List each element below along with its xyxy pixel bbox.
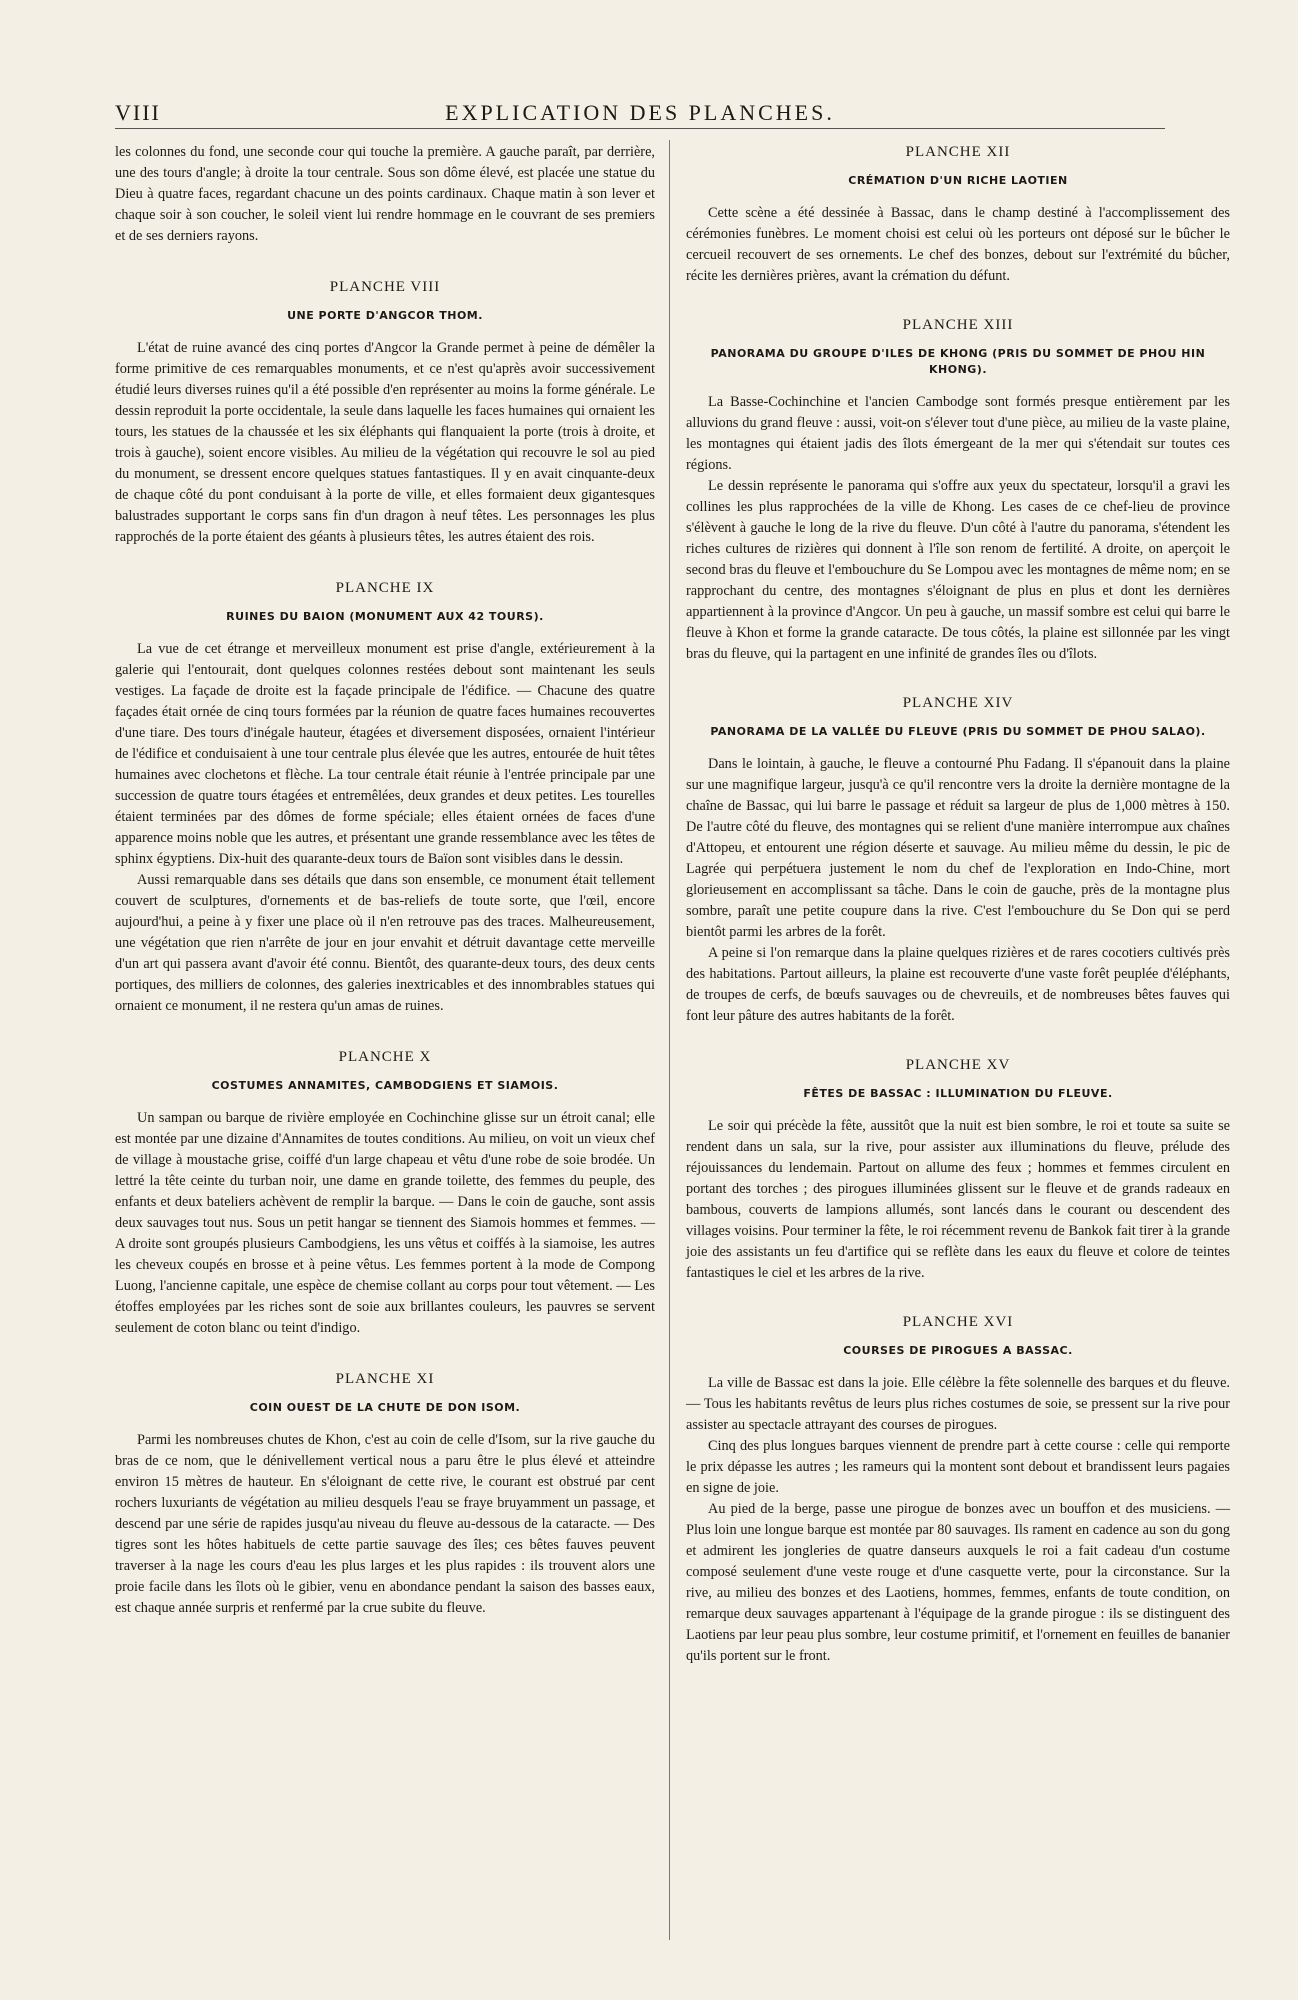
planche-xiii-text-2: Le dessin représente le panorama qui s'offre aux yeux du spectateur, lorsqu'il a gravi les collines les plus rapprochées de la ville de Khong. Les cases de ce chef-lieu de province s'élèvent à gauche le long de la rive du fleuve. D'un côté à l'autre du panorama, s'étendent les riches cultures de rizières qui donnent à l'île son renom de fertilité. A droite, on aperçoit le second bras du fleuve et l'embouchure du Se Lompou avec les montagnes de même nom; en se rapprochant du centre, des montagnes s'éloignant de plus en plus et dont les dernières appartiennent à la province d'Angcor. Un peu à gauche, un massif sombre est celui qui barre le fleuve à Khon et forme la grande cataracte. De tous côtés, la plaine est sillonnée par les vingt bras du fleuve, qui la partagent en une infinité de grandes îles ou d'îlots.	[686, 478, 1230, 662]
planche-xiii-subtitle: PANORAMA DU GROUPE D'ILES DE KHONG (PRIS DU SOMMET DE PHOU HIN KHONG).	[710, 347, 1206, 376]
planche-xvi-title: PLANCHE XVI	[902, 1314, 1014, 1330]
page-title: EXPLICATION DES PLANCHES.	[445, 100, 835, 125]
planche-xiv-subtitle: PANORAMA DE LA VALLÉE DU FLEUVE (PRIS DU SOMMET DE PHOU SALAO).	[710, 725, 1206, 738]
planche-x-title: PLANCHE X	[338, 1049, 432, 1065]
planche-xvi-subtitle: COURSES DE PIROGUES A BASSAC.	[843, 1344, 1073, 1357]
intro-paragraph: les colonnes du fond, une seconde cour qui touche la première. A gauche paraît, par derrière, une des tours d'angle; à droite la tour centrale. Sous son dôme élevé, est placée une statue du Dieu à quatre faces, regardant chacune un des points cardinaux. Chaque matin à son lever et chaque soir à son coucher, le soleil vient lui rendre hommage en le couvrant de ses premiers et de ses derniers rayons.	[115, 144, 655, 244]
planche-viii-text: L'état de ruine avancé des cinq portes d'Angcor la Grande permet à peine de démêler la forme primitive de ces remarquables monuments, et ce n'est qu'après avoir successivement étudié leurs diverses ruines qu'il a été possible d'en représenter au moins la forme générale. Le dessin reproduit la porte occidentale, la seule dans laquelle les faces humaines qui ornaient les tours, les statues de la chaussée et les six éléphants qui flanquaient la porte (trois à droite, et trois à gauche), soient encore visibles. Au milieu de la végétation qui recouvre le sol au pied du monument, se dressent encore quelques statues fantastiques. Il y en avait cinquante-deux de chaque côté du pont conduisant à la porte de ville, et elles formaient deux gigantesques balustrades supportant le corps sans fin d'un dragon à neuf têtes. Les personnages les plus rapprochés de la porte étaient des géants à plusieurs têtes, les autres étaient des rois.	[115, 340, 655, 545]
right-column	[686, 142, 1230, 1667]
page-number: VIII	[115, 100, 161, 125]
planche-xi-title: PLANCHE XI	[335, 1371, 435, 1387]
planche-xvi-text-3: Au pied de la berge, passe une pirogue de bonzes avec un bouffon et des musiciens. — Plus loin une longue barque est montée par 80 sauvages. Ils rament en cadence au son du gong et admirent les jongleries de quatre danseurs auxquels le roi a fait cadeau d'un costume composé seulement d'une veste rouge et d'une casquette verte, pour la circonstance. Sur la rive, au milieu des bonzes et des Laotiens, hommes, femmes, enfants de toute condition, on remarque deux sauvages appartenant à l'équipage de la grande pirogue : ils se distinguent des Laotiens par leur peau plus sombre, leur costume primitif, et l'ornement en feuilles de bananier qu'ils portent sur le front.	[686, 1501, 1230, 1664]
planche-viii-title: PLANCHE VIII	[329, 279, 441, 295]
planche-ix-text-2: Aussi remarquable dans ses détails que dans son ensemble, ce monument était tellement couvert de sculptures, d'ornements et de bas-reliefs de toute sorte, que l'œil, encore aujourd'hui, a peine à y fixer une place où il n'en retrouve pas des traces. Malheureusement, une végétation que rien n'arrête de jour en jour envahit et détruit davantage cette merveille d'un art qui passera avant d'avoir été connu. Bientôt, des quarante-deux tours, des deux cents portiques, des milliers de colonnes, des galeries inextricables et des innombrables statues qui ornaient ce monument, il ne restera qu'un amas de ruines.	[115, 872, 655, 1014]
planche-xiii-text-1: La Basse-Cochinchine et l'ancien Cambodge sont formés presque entièrement par les alluvions du grand fleuve : aussi, voit-on s'élever tout d'une pièce, au milieu de la vaste plaine, les montagnes qui étaient jadis des îlots émergeant de la mer qui s'étendait sur toutes ces régions.	[686, 394, 1230, 473]
planche-xvi-text-2: Cinq des plus longues barques viennent de prendre part à cette course : celle qui remporte le prix dépasse les autres ; les rameurs qui la montent sont debout et brandissent leurs pagaies en signe de joie.	[686, 1438, 1230, 1496]
planche-ix-text-1: La vue de cet étrange et merveilleux monument est prise d'angle, extérieurement à la galerie qui l'entourait, dont quelques colonnes restées debout sont maintenant les seuls vestiges. La façade de droite est la façade principale de l'édifice. — Chacune des quatre façades était ornée de cinq tours formées par la réunion de quatre faces humaines recouvertes d'une tiare. Des tours d'inégale hauteur, étagées et diversement disposées, ornaient l'intérieur de l'édifice et conduisaient à une tour centrale plus élevée que les autres, entourée de huit têtes humaines avec clochetons et flèche. La tour centrale était réunie à l'entrée principale par une succession de quatre tours étagées et entremêlées, deux grandes et deux petites. Les tourelles étaient terminées par des dômes de forme spéciale; elles étaient ornées de faces d'une apparence moins noble que les autres, et présentant une grande ressemblance avec les têtes de sphinx égyptiens. Dix-huit des quarante-deux tours de Baïon sont visibles dans le dessin.	[115, 641, 655, 867]
planche-xi-text: Parmi les nombreuses chutes de Khon, c'est au coin de celle d'Isom, sur la rive gauche du bras de ce nom, que le dénivellement vertical nous a paru être le plus élevé et atteindre environ 15 mètres de hauteur. En s'éloignant de cette rive, le courant est obstrué par cent rochers luxuriants de végétation au milieu desquels l'eau se fraye bruyamment un passage, et descend par une série de rapides jusqu'au niveau du fleuve au-dessous de la cataracte. — Des tigres sont les hôtes habituels de cette partie sauvage des îles; ces bêtes fauves peuvent traverser à la nage les cours d'eau les plus larges et les plus rapides : ils trouvent alors une proie facile dans les îlots où le gibier, venu en abondance pendant la saison des basses eaux, est chaque année surpris et renfermé par la crue subite du fleuve.	[115, 1432, 655, 1616]
left-column	[115, 142, 655, 1619]
planche-ix-title: PLANCHE IX	[335, 580, 435, 596]
planche-xii-text: Cette scène a été dessinée à Bassac, dans le champ destiné à l'accomplissement des cérémonies funèbres. Le moment choisi est celui où les porteurs ont déposé sur le bûcher le cercueil recouvert de ses ornements. Le chef des bonzes, debout sur l'extrémité du bûcher, récite les dernières prières, avant la crémation du défunt.	[686, 205, 1230, 284]
header-rule	[115, 128, 1165, 129]
planche-xiv-title: PLANCHE XIV	[902, 695, 1014, 711]
column-divider	[669, 140, 670, 1940]
planche-ix-subtitle: RUINES DU BAION (MONUMENT AUX 42 TOURS).	[226, 610, 544, 623]
planche-xi-subtitle: COIN OUEST DE LA CHUTE DE DON ISOM.	[249, 1401, 521, 1414]
planche-xiii-title: PLANCHE XIII	[902, 317, 1014, 333]
page-header	[115, 100, 1165, 130]
planche-xvi-text-1: La ville de Bassac est dans la joie. Elle célèbre la fête solennelle des barques et du fleuve. — Tous les habitants revêtus de leurs plus riches costumes de soie, se pressent sur la rive pour assister au spectacle attrayant des courses de pirogues.	[686, 1375, 1230, 1433]
planche-xv-subtitle: FÊTES DE BASSAC : ILLUMINATION DU FLEUVE.	[803, 1087, 1113, 1100]
planche-xv-title: PLANCHE XV	[905, 1057, 1011, 1073]
planche-x-subtitle: COSTUMES ANNAMITES, CAMBODGIENS ET SIAMOIS.	[211, 1079, 559, 1092]
planche-xiv-text-2: A peine si l'on remarque dans la plaine quelques rizières et de rares cocotiers cultivés près des habitations. Partout ailleurs, la plaine est recouverte d'une vaste forêt peuplée d'éléphants, de troupes de cerfs, de bœufs sauvages ou de chevreuils, et de nombreuses bêtes fauves qui font leur pâture des autres habitants de la forêt.	[686, 945, 1230, 1024]
planche-xii-title: PLANCHE XII	[905, 144, 1011, 160]
planche-x-text: Un sampan ou barque de rivière employée en Cochinchine glisse sur un étroit canal; elle est montée par une dizaine d'Annamites de toutes conditions. Au milieu, on voit un vieux chef de village à moustache grise, coiffé d'un large chapeau et vêtu d'une robe de soie brodée. Un lettré la tête ceinte du turban noir, une dame en grande toilette, des femmes du peuple, des enfants et deux bateliers achèvent de remplir la barque. — Dans le coin de gauche, sont assis deux sauvages tout nus. Sous un petit hangar se tiennent des Siamois hommes et femmes. — A droite sont groupés plusieurs Cambodgiens, les uns vêtus et coiffés à la siamoise, les autres les cheveux coupés en brosse et à peine vêtus. Les femmes portent à la mode de Compong Luong, l'ancienne capitale, une espèce de chemise collant au corps pour tout vêtement. — Les étoffes employées par les riches sont de soie aux brillantes couleurs, les pauvres se servent seulement de coton blanc ou teint d'indigo.	[115, 1110, 655, 1336]
planche-viii-subtitle: UNE PORTE D'ANGCOR THOM.	[287, 309, 483, 322]
planche-xii-subtitle: CRÉMATION D'UN RICHE LAOTIEN	[848, 174, 1068, 187]
planche-xv-text: Le soir qui précède la fête, aussitôt que la nuit est bien sombre, le roi et toute sa suite se rendent dans un sala, sur la rive, pour assister aux illuminations du fleuve, prélude des réjouissances du lendemain. Partout on allume des feux ; hommes et femmes circulent en portant des torches ; des pirogues illuminées glissent sur le fleuve et de grands radeaux en bambous, couverts de lampions allumés, sont lancés dans le courant ou descendent des villages voisins. Pour terminer la fête, le roi récemment revenu de Bankok fait tirer à la grande joie des assistants un feu d'artifice qui se reflète dans les eaux du fleuve et colore de teintes fantastiques le ciel et les arbres de la rive.	[686, 1118, 1230, 1281]
planche-xiv-text-1: Dans le lointain, à gauche, le fleuve a contourné Phu Fadang. Il s'épanouit dans la plaine sur une magnifique largeur, jusqu'à ce qu'il rencontre vers la droite la dernière montagne de la chaîne de Bassac, qui lui barre le passage et réduit sa largeur de plus de 1,000 mètres à 150. De l'autre côté du fleuve, des montagnes qui se relient d'une manière interrompue aux chaînes d'Attopeu, et entourent une région déserte et sauvage. Au milieu même du dessin, le pic de Lagrée qui perpétuera justement le nom du chef de l'exploration en Indo-Chine, mort glorieusement en accomplissant sa tâche. Dans le coin de gauche, près de la montagne plus sombre, paraît une petite coupure dans la rive. C'est l'embouchure du Se Don qui se perd bientôt parmi les arbres de la forêt.	[686, 756, 1230, 940]
